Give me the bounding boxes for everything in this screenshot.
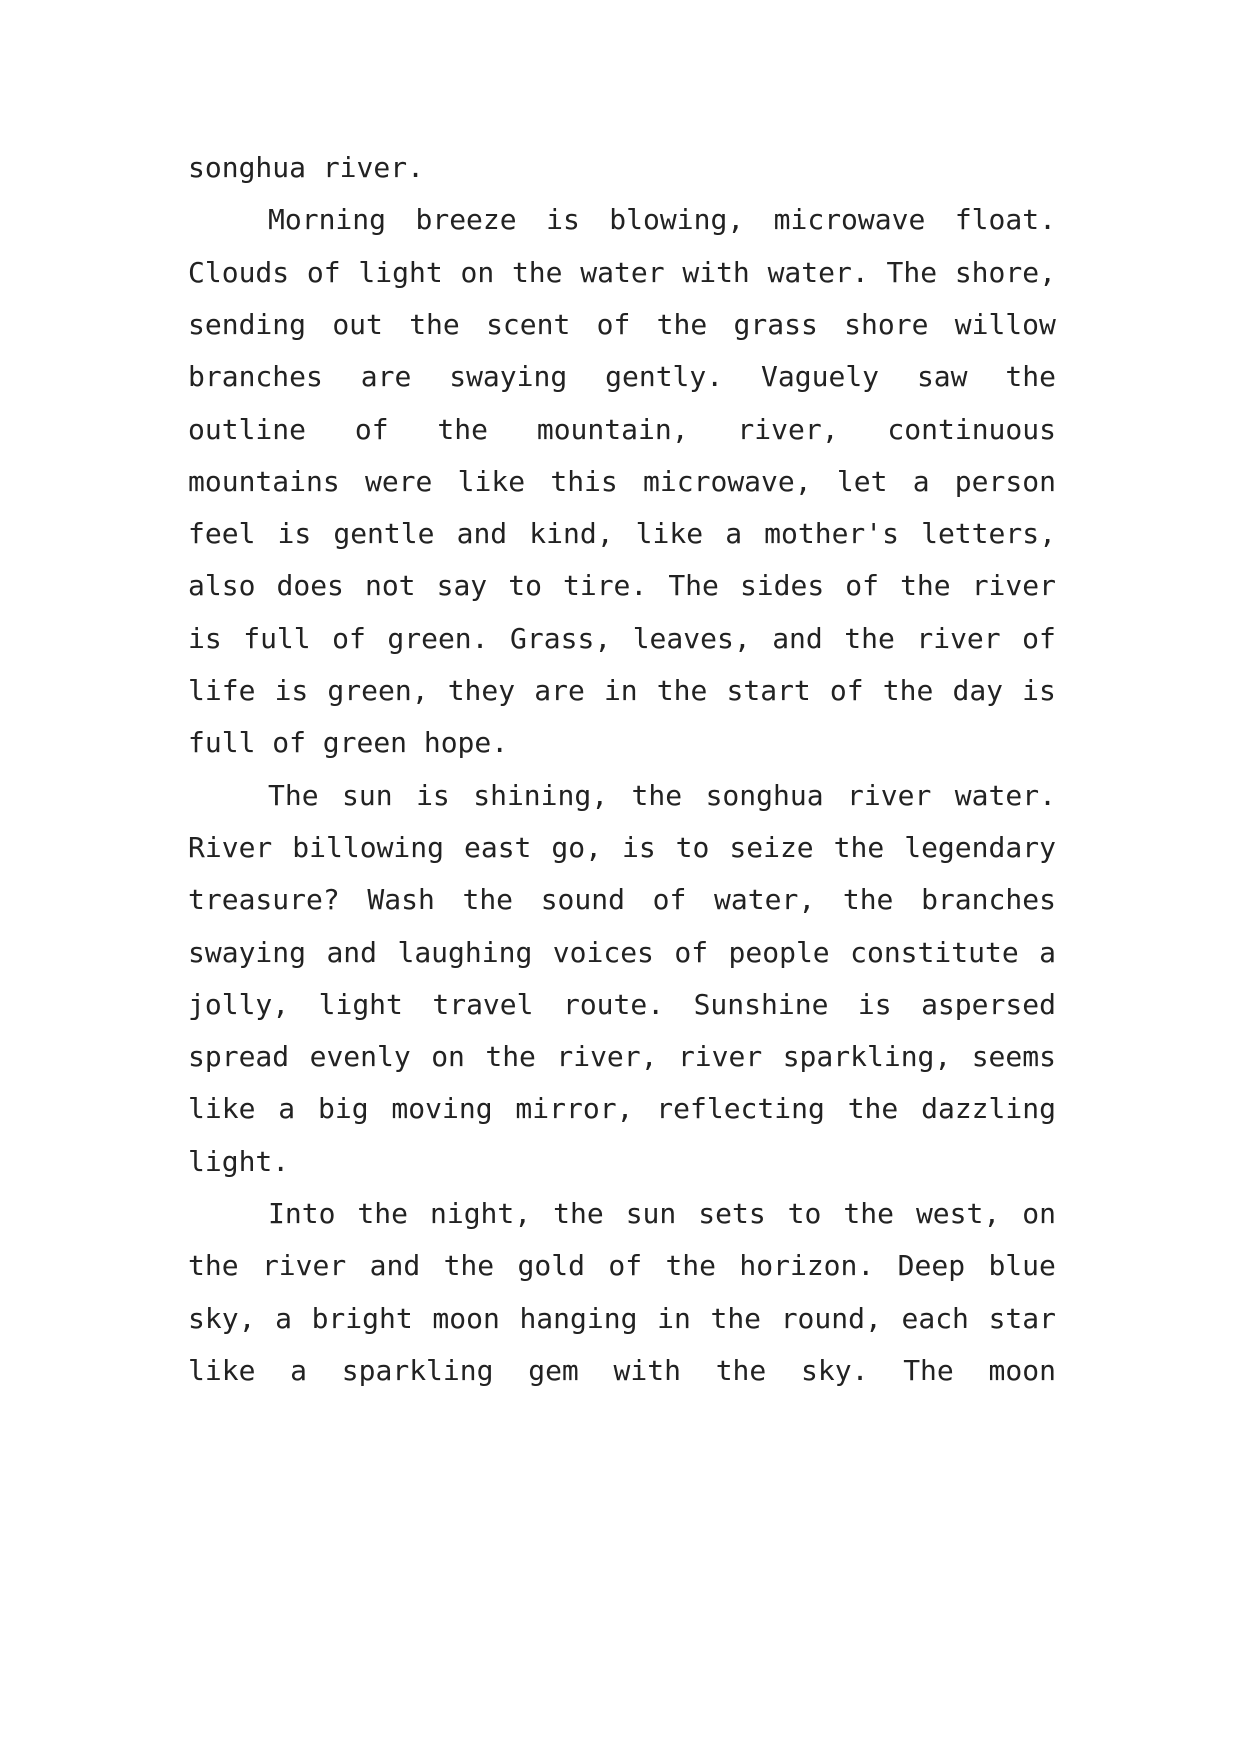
word: river. bbox=[322, 151, 424, 184]
word: the bbox=[710, 1301, 762, 1335]
word: sparkling, bbox=[782, 1040, 952, 1074]
word: songhua bbox=[705, 778, 824, 812]
word: the bbox=[1005, 360, 1056, 394]
word: each bbox=[901, 1301, 969, 1335]
word: star bbox=[988, 1301, 1056, 1335]
word: willow bbox=[954, 307, 1056, 341]
word: light bbox=[318, 987, 403, 1021]
word: kind, bbox=[529, 517, 614, 551]
text-line bbox=[188, 1089, 1056, 1129]
word: the bbox=[511, 255, 563, 289]
word: swaying bbox=[449, 360, 568, 394]
word: to bbox=[508, 569, 542, 603]
text-line bbox=[188, 619, 1056, 659]
word: to bbox=[787, 1197, 822, 1230]
word: Into bbox=[268, 1197, 336, 1230]
text-line bbox=[188, 1351, 1056, 1391]
word: is bbox=[416, 778, 450, 812]
word: shore, bbox=[954, 255, 1056, 289]
word: the bbox=[847, 1092, 899, 1126]
word: people bbox=[728, 935, 830, 969]
word: a bbox=[912, 464, 930, 498]
word: treasure? bbox=[188, 883, 340, 917]
word: full bbox=[243, 621, 311, 655]
word: hope. bbox=[423, 726, 509, 760]
text-line bbox=[188, 514, 1056, 554]
word: is bbox=[277, 517, 312, 551]
word: of bbox=[674, 935, 709, 969]
word: Wash bbox=[367, 883, 435, 917]
word: mother's bbox=[764, 517, 899, 551]
word: legendary bbox=[904, 830, 1056, 864]
word: water, bbox=[714, 883, 816, 917]
word: river, bbox=[737, 412, 839, 446]
text-line bbox=[188, 985, 1056, 1025]
word: also bbox=[188, 569, 256, 603]
word: go, bbox=[551, 830, 602, 864]
word: evenly bbox=[309, 1040, 411, 1074]
word: gold bbox=[517, 1249, 585, 1283]
word: this bbox=[550, 464, 618, 498]
word: and bbox=[326, 935, 378, 969]
word: mountains bbox=[188, 464, 340, 498]
text-line bbox=[188, 566, 1056, 606]
word: letters, bbox=[921, 517, 1056, 551]
word: start bbox=[726, 674, 811, 707]
text-line bbox=[268, 1194, 1056, 1234]
word: gentle bbox=[333, 517, 435, 551]
word: the bbox=[665, 1249, 717, 1283]
word: scent bbox=[486, 307, 571, 341]
word: Sunshine bbox=[693, 987, 829, 1021]
word: river, bbox=[556, 1040, 658, 1074]
word: a bbox=[1039, 935, 1056, 969]
word: sky, bbox=[188, 1301, 256, 1335]
word: the bbox=[843, 1197, 894, 1230]
word: leaves, bbox=[632, 621, 751, 655]
word: green. bbox=[387, 621, 489, 655]
text-line bbox=[188, 253, 1056, 293]
text-line bbox=[188, 357, 1056, 397]
word: out bbox=[332, 307, 383, 341]
word: is bbox=[621, 830, 656, 864]
text-line bbox=[188, 723, 1056, 763]
word: Grass, bbox=[510, 621, 612, 655]
word: the bbox=[631, 778, 683, 812]
word: is bbox=[274, 674, 309, 707]
word: of bbox=[652, 883, 687, 917]
word: spread bbox=[188, 1040, 290, 1074]
word: water. bbox=[954, 778, 1056, 812]
word: let bbox=[836, 464, 888, 498]
word: moving bbox=[391, 1092, 493, 1126]
word: on bbox=[1022, 1197, 1056, 1230]
word: like bbox=[457, 464, 526, 498]
word: the bbox=[656, 674, 708, 707]
word: of bbox=[332, 621, 366, 655]
word: like bbox=[188, 1092, 256, 1126]
word: on bbox=[460, 255, 495, 289]
word: like bbox=[635, 517, 704, 551]
word: shore bbox=[844, 307, 929, 341]
word: sides bbox=[739, 569, 825, 603]
text-line bbox=[188, 880, 1056, 920]
word: moon bbox=[988, 1353, 1056, 1387]
word: river bbox=[677, 1040, 763, 1074]
word: The bbox=[886, 255, 938, 289]
word: green bbox=[322, 726, 408, 760]
word: sending bbox=[188, 307, 307, 341]
text-line bbox=[188, 671, 1056, 711]
word: of bbox=[354, 412, 389, 446]
word: the bbox=[900, 569, 951, 603]
word: light bbox=[358, 255, 443, 289]
word: a bbox=[290, 1353, 308, 1387]
word: river bbox=[261, 1249, 347, 1283]
word: sun bbox=[625, 1197, 677, 1230]
text-line bbox=[188, 148, 1056, 188]
word: voices bbox=[552, 935, 654, 969]
word: gently. bbox=[605, 360, 724, 394]
word: feel bbox=[188, 517, 256, 551]
word: of bbox=[845, 569, 880, 603]
text-line bbox=[188, 305, 1056, 345]
text-line bbox=[188, 410, 1056, 450]
word: and bbox=[369, 1249, 421, 1283]
text-line bbox=[188, 1299, 1056, 1339]
word: of bbox=[608, 1249, 643, 1283]
word: in bbox=[657, 1301, 691, 1335]
word: The bbox=[268, 778, 319, 812]
word: outline bbox=[188, 412, 307, 446]
text-line bbox=[188, 462, 1056, 502]
word: round, bbox=[780, 1301, 882, 1335]
word: microwave bbox=[773, 203, 926, 237]
word: the bbox=[357, 1197, 408, 1230]
word: does bbox=[276, 569, 344, 603]
word: river bbox=[847, 778, 932, 812]
word: the bbox=[462, 883, 514, 917]
word: sparkling bbox=[341, 1353, 494, 1387]
text-line bbox=[188, 828, 1056, 868]
word: were bbox=[364, 464, 433, 498]
word: saw bbox=[916, 360, 968, 394]
word: the bbox=[882, 674, 934, 707]
word: Clouds bbox=[188, 255, 290, 289]
word: the bbox=[833, 830, 885, 864]
word: to bbox=[675, 830, 710, 864]
word: say bbox=[436, 569, 488, 603]
word: continuous bbox=[887, 412, 1056, 446]
word: the bbox=[715, 1353, 767, 1387]
word: of bbox=[306, 255, 341, 289]
word: the bbox=[437, 412, 488, 446]
word: gem bbox=[528, 1353, 579, 1387]
word: horizon. bbox=[739, 1249, 875, 1283]
word: east bbox=[463, 830, 532, 864]
word: Vaguely bbox=[761, 360, 880, 394]
text-line bbox=[188, 1142, 1056, 1182]
word: river bbox=[971, 569, 1056, 603]
word: the bbox=[553, 1197, 604, 1230]
word: the bbox=[485, 1040, 536, 1074]
text-line bbox=[188, 1246, 1056, 1286]
word: shining, bbox=[473, 778, 609, 812]
word: night, bbox=[429, 1197, 532, 1230]
word: The bbox=[903, 1353, 954, 1387]
word: float. bbox=[954, 203, 1056, 237]
word: full bbox=[188, 726, 256, 760]
text-line bbox=[268, 200, 1056, 240]
word: of bbox=[272, 726, 306, 760]
word: aspersed bbox=[921, 987, 1056, 1021]
word: on bbox=[431, 1040, 465, 1074]
word: with bbox=[613, 1353, 681, 1387]
text-line bbox=[188, 933, 1056, 973]
word: the bbox=[842, 883, 894, 917]
word: west, bbox=[915, 1197, 1001, 1230]
word: constitute bbox=[850, 935, 1019, 969]
word: are bbox=[360, 360, 412, 394]
word: Deep bbox=[897, 1249, 966, 1283]
word: big bbox=[317, 1092, 369, 1126]
word: travel bbox=[432, 987, 534, 1021]
word: water. bbox=[767, 255, 869, 289]
word: moon bbox=[432, 1301, 500, 1335]
word: water bbox=[580, 255, 665, 289]
word: route. bbox=[562, 987, 665, 1021]
word: sun bbox=[342, 778, 393, 812]
word: sky. bbox=[801, 1353, 869, 1387]
word: jolly, bbox=[188, 987, 290, 1021]
word: dazzling bbox=[921, 1092, 1056, 1126]
word: day bbox=[952, 674, 1004, 707]
word: laughing bbox=[397, 935, 533, 969]
word: branches bbox=[921, 883, 1056, 917]
word: the bbox=[409, 307, 460, 341]
word: seize bbox=[729, 830, 814, 864]
word: the bbox=[188, 1249, 239, 1283]
word: like bbox=[188, 1353, 256, 1387]
word: and bbox=[456, 517, 508, 551]
word: life bbox=[188, 674, 256, 707]
word: branches bbox=[188, 360, 323, 394]
word: bright bbox=[311, 1301, 413, 1335]
word: sets bbox=[698, 1197, 766, 1230]
word: of bbox=[829, 674, 864, 707]
word: songhua bbox=[188, 151, 307, 184]
word: Morning bbox=[268, 203, 387, 237]
word: are bbox=[534, 674, 585, 707]
word: a bbox=[725, 517, 743, 551]
word: the bbox=[656, 307, 708, 341]
word: mirror, bbox=[515, 1092, 634, 1126]
word: seems bbox=[971, 1040, 1056, 1074]
word: breeze bbox=[415, 203, 517, 237]
word: of bbox=[596, 307, 631, 341]
word: is bbox=[857, 987, 892, 1021]
word: hanging bbox=[519, 1301, 638, 1335]
word: reflecting bbox=[656, 1092, 825, 1126]
word: is bbox=[188, 621, 222, 655]
word: is bbox=[546, 203, 580, 237]
word: person bbox=[954, 464, 1056, 498]
word: with bbox=[682, 255, 750, 289]
word: in bbox=[603, 674, 638, 707]
word: blue bbox=[988, 1249, 1056, 1283]
word: grass bbox=[733, 307, 818, 341]
word: the bbox=[844, 621, 895, 655]
word: microwave, bbox=[643, 464, 812, 498]
word: and bbox=[772, 621, 823, 655]
word: a bbox=[278, 1092, 296, 1126]
word: they bbox=[447, 674, 516, 707]
word: mountain, bbox=[536, 412, 689, 446]
text-line bbox=[268, 776, 1056, 816]
word: not bbox=[364, 569, 416, 603]
word: light. bbox=[188, 1144, 290, 1178]
text-line bbox=[188, 1037, 1056, 1077]
word: river bbox=[916, 621, 1001, 655]
word: The bbox=[668, 569, 719, 603]
word: the bbox=[443, 1249, 495, 1283]
word: green, bbox=[327, 674, 429, 707]
word: River bbox=[188, 830, 273, 864]
word: billowing bbox=[292, 830, 444, 864]
word: a bbox=[275, 1301, 292, 1335]
word: swaying bbox=[188, 935, 307, 969]
word: sound bbox=[540, 883, 625, 917]
word: tire. bbox=[562, 569, 648, 603]
word: of bbox=[1022, 621, 1056, 655]
word: blowing, bbox=[609, 203, 745, 237]
word: is bbox=[1022, 674, 1056, 707]
